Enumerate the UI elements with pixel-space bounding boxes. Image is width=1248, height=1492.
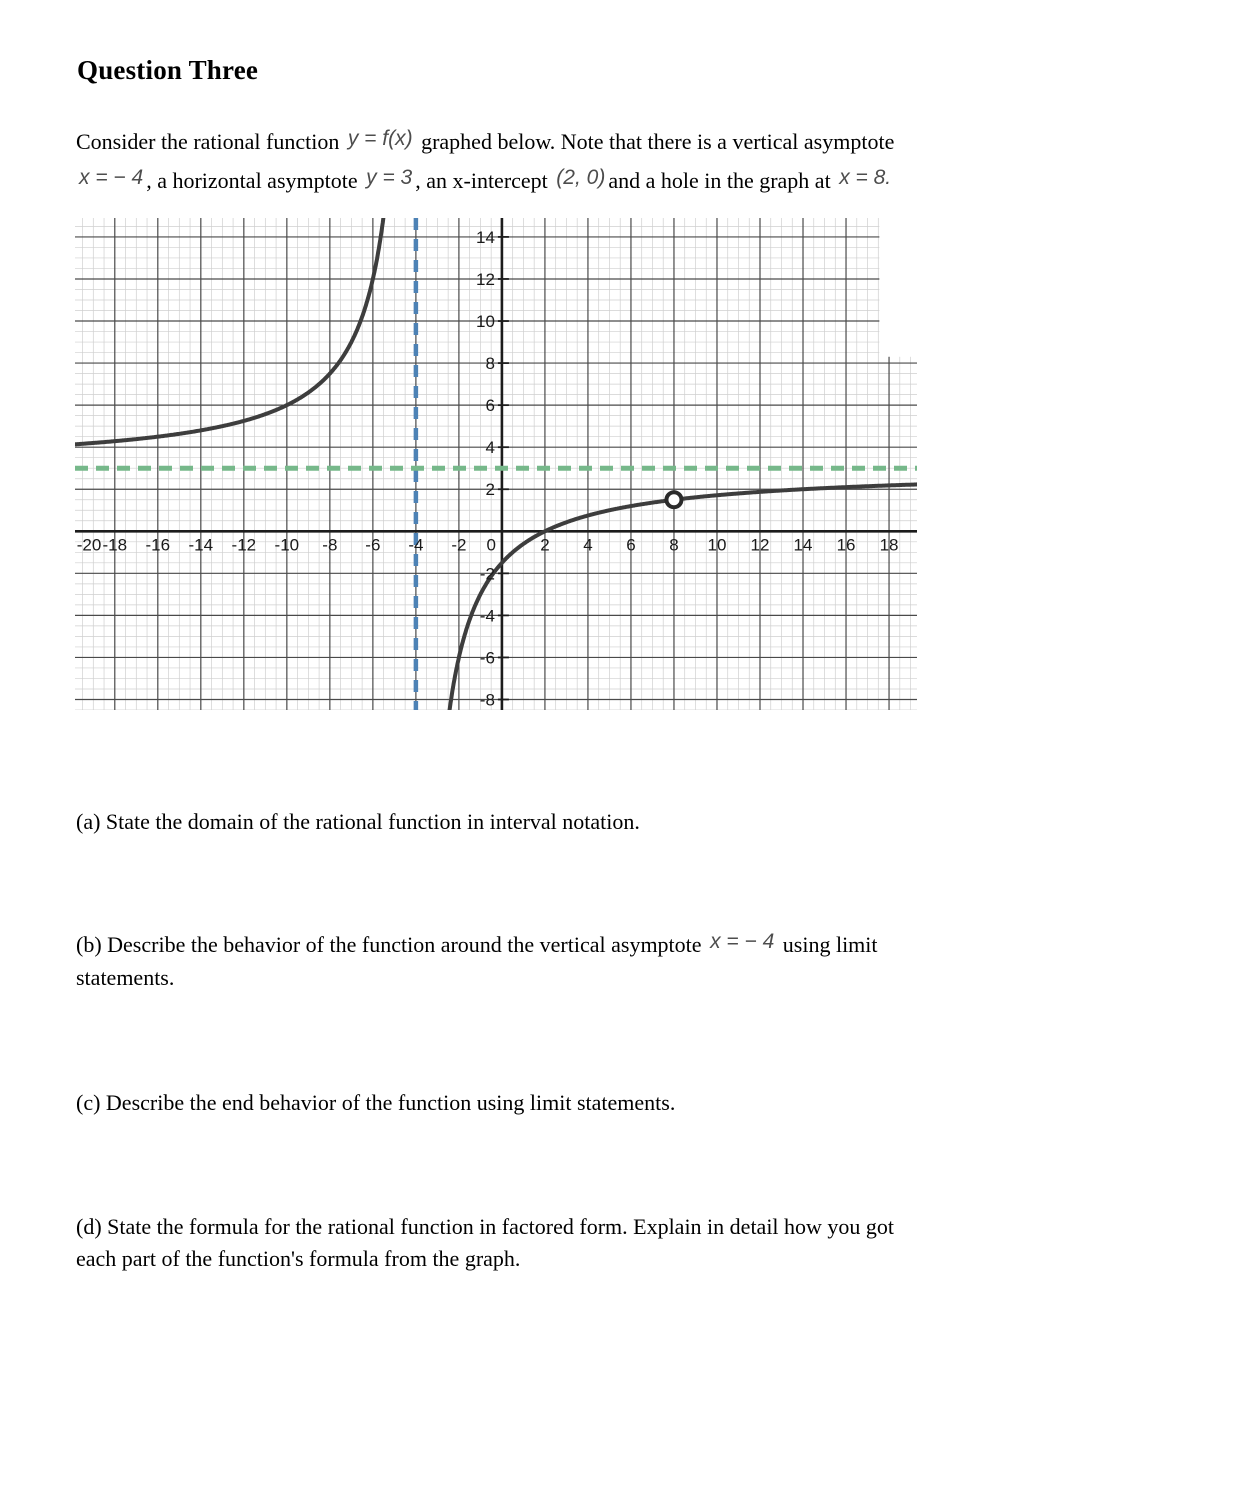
page-title: Question Three [77,55,259,85]
text-run: statements. [76,965,175,990]
text-run: (b) Describe the behavior of the function around the vertical asymptote [76,932,708,957]
x-tick-label: -18 [102,535,128,555]
x-tick-label: -2 [451,535,467,555]
x-tick-label: 6 [626,535,636,555]
text-run: Consider the rational function [76,129,345,154]
x-tick-label: 16 [836,535,856,555]
text-run: , a horizontal asymptote [146,168,364,193]
x-tick-label: 14 [793,535,813,555]
text-run: (d) State the formula for the rational function in factored form. Explain in detail how you got [76,1214,895,1239]
y-tick-label: -4 [479,606,495,626]
whiteout-patch [879,218,917,357]
x-tick-label: 2 [540,535,550,555]
inline-math: y = 3 [366,166,413,189]
y-tick-label: -8 [479,690,495,710]
text-run: each part of the function's formula from the graph. [76,1246,521,1271]
text-run: (a) State the domain of the rational function in interval notation. [76,809,640,834]
inline-math: x = − 4 [79,166,144,189]
y-tick-label: -2 [479,564,495,584]
graph-canvas [75,218,917,710]
question-c [76,1087,1111,1119]
x-tick-label: -14 [188,535,214,555]
hole-marker [666,492,681,507]
x-tick-label: 0 [486,535,496,555]
x-tick-label: 18 [879,535,899,555]
y-tick-label: 12 [475,269,495,289]
x-tick-label: -8 [322,535,338,555]
x-tick-label: -16 [145,535,171,555]
y-tick-label: 14 [475,227,495,247]
x-tick-label: -20 [76,535,102,555]
question-d [76,1211,1111,1275]
text-run: (c) Describe the end behavior of the function using limit statements. [76,1090,676,1115]
inline-math: x = − 4 [710,930,775,953]
y-tick-label: 6 [485,396,495,416]
curve-left-branch [75,218,385,444]
x-tick-label: 4 [583,535,593,555]
inline-math: x = 8. [839,166,892,189]
x-tick-label: -4 [408,535,424,555]
x-tick-label: -6 [365,535,381,555]
inline-math: (2, 0) [556,166,606,189]
y-tick-label: 4 [485,438,495,458]
x-tick-label: 12 [750,535,770,555]
x-tick-label: 10 [707,535,727,555]
text-run: graphed below. Note that there is a vertical asymptote [415,129,895,154]
x-tick-label: -12 [231,535,257,555]
x-tick-label: -10 [274,535,300,555]
y-tick-label: 10 [475,312,495,332]
x-tick-label: 8 [669,535,679,555]
function-graph [75,218,917,710]
question-a [76,806,1111,838]
question-b [76,929,1111,994]
y-tick-label: 2 [485,480,495,500]
inline-math: y = f(x) [347,127,413,150]
text-run: using limit [777,932,878,957]
text-run: , an x-intercept [415,168,554,193]
text-run: and a hole in the graph at [608,168,837,193]
intro-paragraph [76,123,1116,201]
y-tick-label: 8 [485,354,495,374]
y-tick-label: -6 [479,648,495,668]
